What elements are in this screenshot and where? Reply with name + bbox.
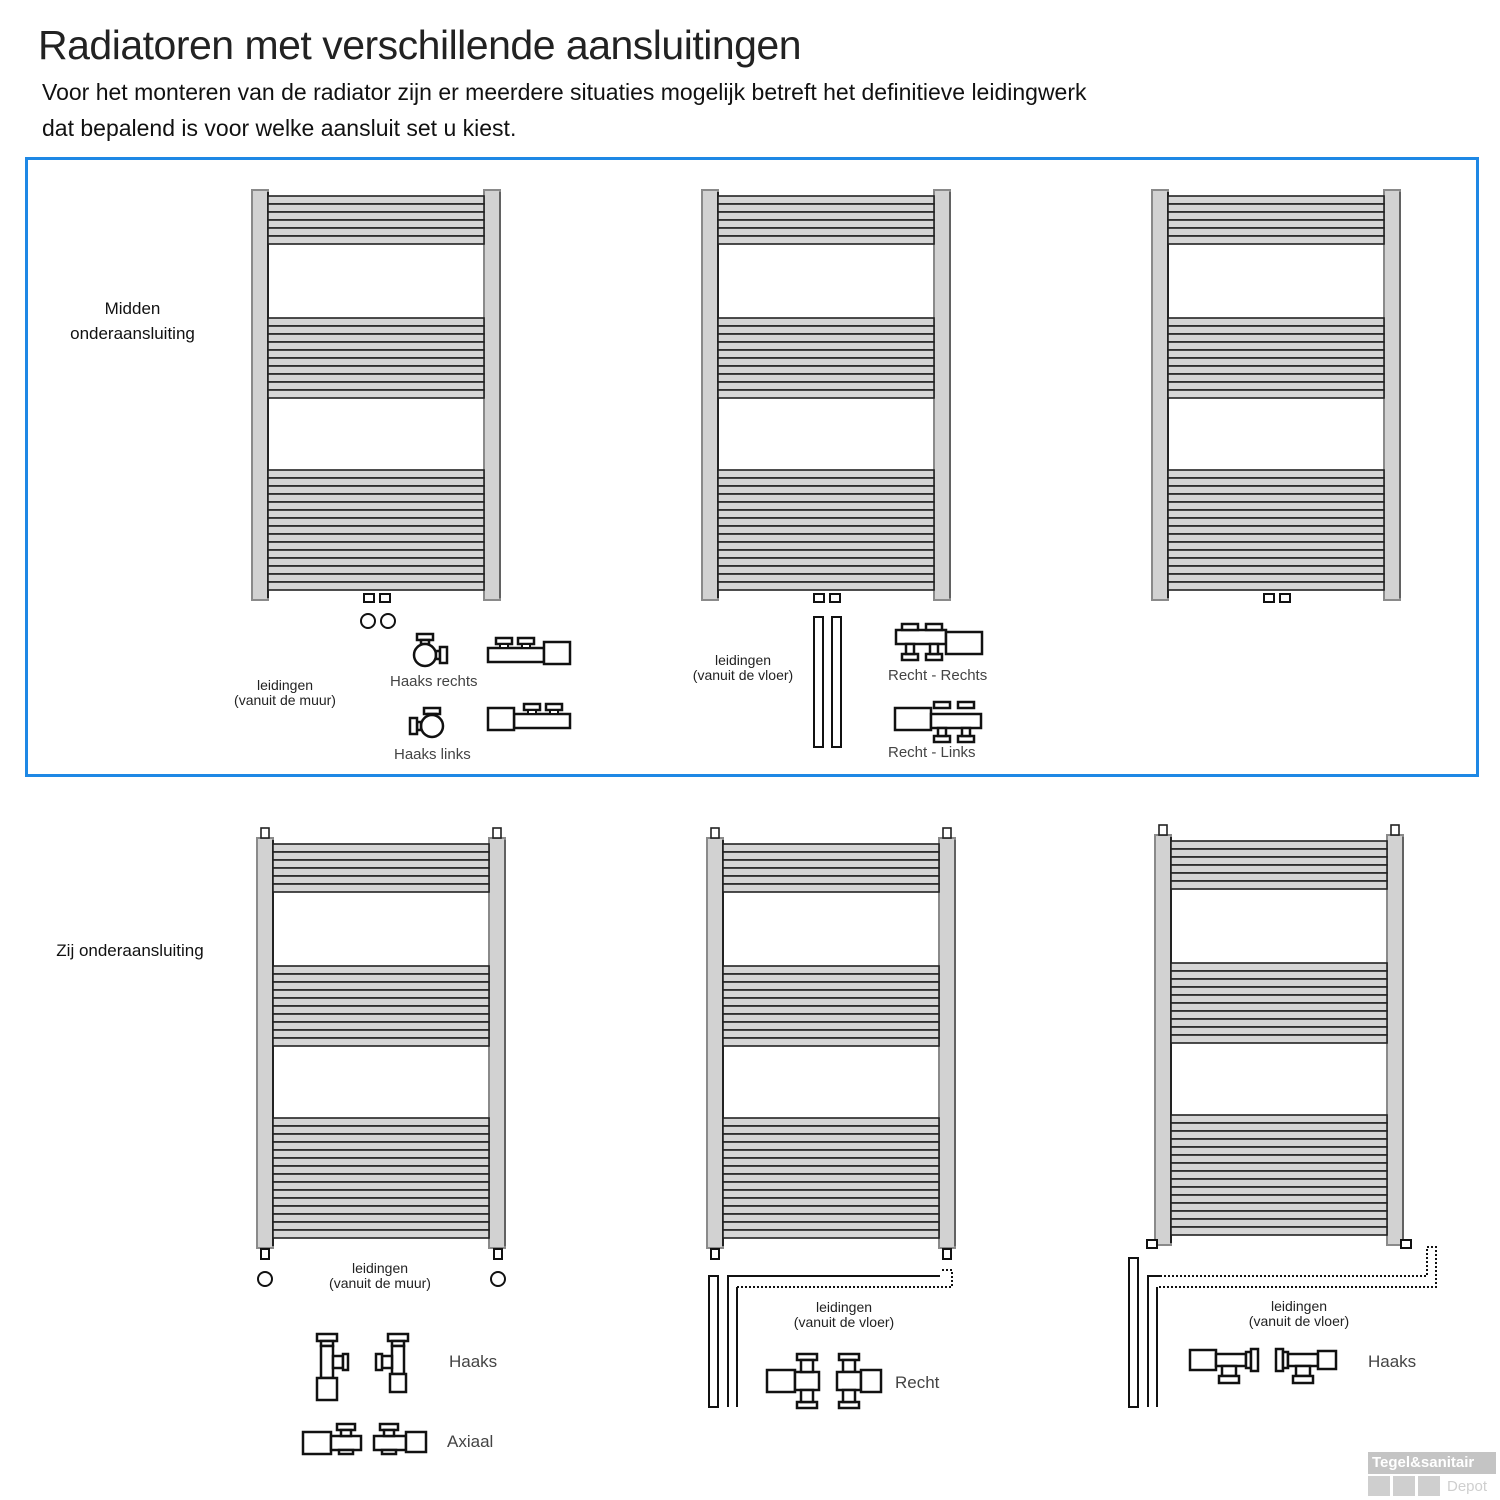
pipes-label-line-2: (vanuit de muur) [329, 1275, 431, 1291]
pipes-label-middle-1 [222, 678, 348, 708]
pipes-label-side-2 [782, 1300, 906, 1330]
valve-label-recht-rechts: Recht - Rechts [888, 667, 988, 684]
floor-pipes-side-3 [1129, 1258, 1160, 1407]
logo-wordmark: Tegel&sanitair [1368, 1452, 1496, 1474]
logo-depot-text: Depot [1447, 1477, 1488, 1495]
wall-pipe-circles [361, 614, 395, 628]
pipes-label-side-3 [1237, 1299, 1361, 1329]
subtitle-line-2: dat bepalend is voor welke aansluit set u kiest. [42, 115, 517, 141]
logo-square-icon [1418, 1476, 1440, 1496]
straight-valve-pair-icon [767, 1354, 881, 1408]
straight-valve-right-icon [896, 624, 982, 660]
valve-label-haaks-links: Haaks links [394, 746, 471, 763]
angle-valve-left-icon [410, 708, 443, 737]
pipes-label-line-2: (vanuit de vloer) [793, 1314, 895, 1330]
floor-pipes [814, 617, 841, 747]
subtitle-line-1: Voor het monteren van de radiator zijn er meerdere situaties mogelijk betreft het definitieve leidingwerk [42, 79, 1087, 105]
valve-label-recht: Recht [895, 1373, 940, 1392]
pipes-label-line-1: leidingen [256, 677, 314, 693]
valve-label-haaks-side-3: Haaks [1368, 1352, 1417, 1371]
side-connection-label: Zij onderaansluiting [56, 941, 204, 960]
angle-valve-pair-icon-2 [1190, 1349, 1336, 1383]
angle-valve-right-icon [414, 634, 447, 666]
radiator-middle-1 [252, 190, 500, 600]
drop-icon [1368, 1476, 1390, 1496]
radiator-middle-3 [1152, 190, 1400, 600]
radiator-middle-2 [702, 190, 950, 600]
pipes-label-line-1: leidingen [1270, 1298, 1328, 1314]
angle-valve-right-side-icon [488, 638, 570, 664]
pipes-label-line-2: (vanuit de vloer) [692, 667, 794, 683]
straight-valve-left-icon [895, 702, 981, 742]
radiator-side-2 [707, 828, 955, 1248]
radiator-side-3 [1155, 825, 1403, 1245]
valve-label-haaks: Haaks [449, 1352, 498, 1371]
angle-valve-pair-icon [317, 1334, 408, 1400]
brand-watermark-logo [1368, 1452, 1496, 1498]
logo-square-icon [1393, 1476, 1415, 1496]
valve-label-haaks-rechts: Haaks rechts [390, 673, 478, 690]
pipes-label-line-2: (vanuit de muur) [234, 692, 336, 708]
pipes-label-line-1: leidingen [714, 652, 772, 668]
valve-label-recht-links: Recht - Links [888, 744, 976, 761]
middle-label-line-1: Midden [104, 299, 161, 318]
valve-label-axiaal: Axiaal [447, 1432, 494, 1451]
angle-valve-left-side-icon [488, 704, 570, 730]
pipes-label-line-1: leidingen [351, 1260, 409, 1276]
pipes-label-middle-2 [682, 653, 804, 683]
pipes-label-line-1: leidingen [815, 1299, 873, 1315]
pipes-label-line-2: (vanuit de vloer) [1248, 1313, 1350, 1329]
pipes-label-side-1 [318, 1261, 442, 1291]
radiator-side-1 [257, 828, 505, 1248]
axial-valve-pair-icon [303, 1424, 426, 1454]
middle-label-line-2: onderaansluiting [70, 324, 195, 343]
page-title: Radiatoren met verschillende aansluitingen [38, 22, 802, 68]
